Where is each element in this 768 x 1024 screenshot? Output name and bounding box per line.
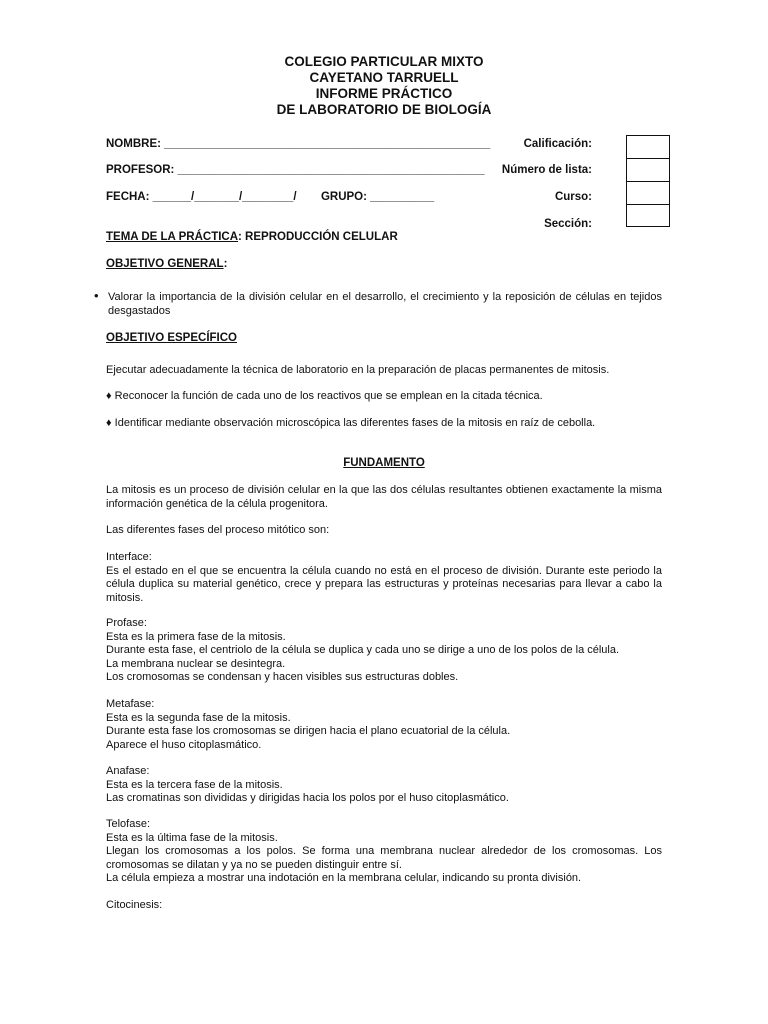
objetivo-especifico-item-1: Ejecutar adecuadamente la técnica de laboratorio en la preparación de placas permanentes de mitosis. [106,364,610,376]
grade-boxes [626,135,670,227]
objetivo-especifico-heading: OBJETIVO ESPECÍFICO [106,332,237,344]
anafase-title: Anafase: [106,765,150,777]
telofase-section [106,818,662,886]
fecha-label: FECHA: ______/_______/________/ [106,191,297,203]
telofase-title: Telofase: [106,818,151,830]
fundamento-heading: FUNDAMENTO [343,457,425,469]
metafase-line: Aparece el huso citoplasmático. [106,738,262,751]
metafase-line: Esta es la segunda fase de la mitosis. [106,711,291,724]
seccion-box [626,204,670,227]
curso-label: Curso: [554,191,592,203]
interfase-section [106,551,662,605]
objetivo-especifico-item-3: ♦ Identificar mediante observación microscópica las diferentes fases de la mitosis en raíz de cebolla. [106,417,596,429]
objetivo-general-bullet [94,288,662,318]
telofase-line: La célula empieza a mostrar una indotación en la membrana celular, indicando su pronta división. [106,872,582,884]
seccion-label: Sección: [544,218,592,230]
objetivo-especifico-item-2: ♦ Reconocer la función de cada uno de los reactivos que se emplean en la citada técnica. [106,390,543,402]
report-subject: DE LABORATORIO DE BIOLOGÍA [276,102,492,117]
profase-line: La membrana nuclear se desintegra. [106,657,286,670]
profase-line: Durante esta fase, el centriolo de la célula se duplica y cada uno se dirige a uno de los polos de la célula. [106,644,620,656]
objetivo-general-text: Valorar la importancia de la división celular en el desarrollo, el crecimiento y la reposición de células en tejidos desgastados [108,291,662,317]
telofase-line: Llegan los cromosomas a los polos. Se forma una membrana nuclear alrededor de los cromosomas. Los cromosomas se dilatan y ya no se pueden distinguir entre sí. [106,845,662,871]
telofase-line: Esta es la última fase de la mitosis. [106,831,278,844]
interfase-title: Interface: [106,551,152,563]
curso-box [626,181,670,204]
nombre-field: NOMBRE: ___________________________________________________ [106,138,491,150]
profase-line: Esta es la primera fase de la mitosis. [106,630,286,643]
anafase-section [106,765,662,806]
school-name-2: CAYETANO TARRUELL [309,70,459,85]
calificacion-box [626,135,670,158]
bullet-icon: • [94,288,99,303]
metafase-title: Metafase: [106,698,155,710]
metafase-line: Durante esta fase los cromosomas se dirigen hacia el plano ecuatorial de la célula. [106,725,511,737]
profase-title: Profase: [106,617,147,629]
profesor-field: PROFESOR: ________________________________________________ [106,164,485,176]
interfase-text: Es el estado en el que se encuentra la célula cuando no está en el proceso de división. Durante este periodo la célula duplica su material genético, crece y prepara las estructuras y proteínas necesarias para llevar a cabo la mitosis. [106,564,662,604]
metafase-section [106,698,662,752]
profase-section [106,617,662,685]
numero-lista-box [626,158,670,181]
report-type: INFORME PRÁCTICO [315,86,453,101]
fases-intro: Las diferentes fases del proceso mitótico son: [106,524,330,536]
document-title [0,54,768,118]
tema-label: TEMA DE LA PRÁCTICA [106,231,239,243]
numero-lista-label: Número de lista: [501,164,592,176]
anafase-line: Las cromatinas son divididas y dirigidas hacia los polos por el huso citoplasmático. [106,792,509,804]
fundamento-intro: La mitosis es un proceso de división celular en la que las dos células resultantes obtienen exactamente la misma información genética de la célula progenitora. [106,484,662,510]
objetivo-general-heading: OBJETIVO GENERAL: [106,258,228,270]
tema-line [106,231,398,243]
tema-value: : REPRODUCCIÓN CELULAR [238,231,398,243]
fecha-field [106,191,434,203]
school-name: COLEGIO PARTICULAR MIXTO [284,54,484,69]
calificacion-label: Calificación: [523,138,592,150]
grupo-label: GRUPO: __________ [320,191,435,203]
profase-line: Los cromosomas se condensan y hacen visibles sus estructuras dobles. [106,671,459,683]
anafase-line: Esta es la tercera fase de la mitosis. [106,778,283,791]
citocinesis-title: Citocinesis: [106,899,163,911]
